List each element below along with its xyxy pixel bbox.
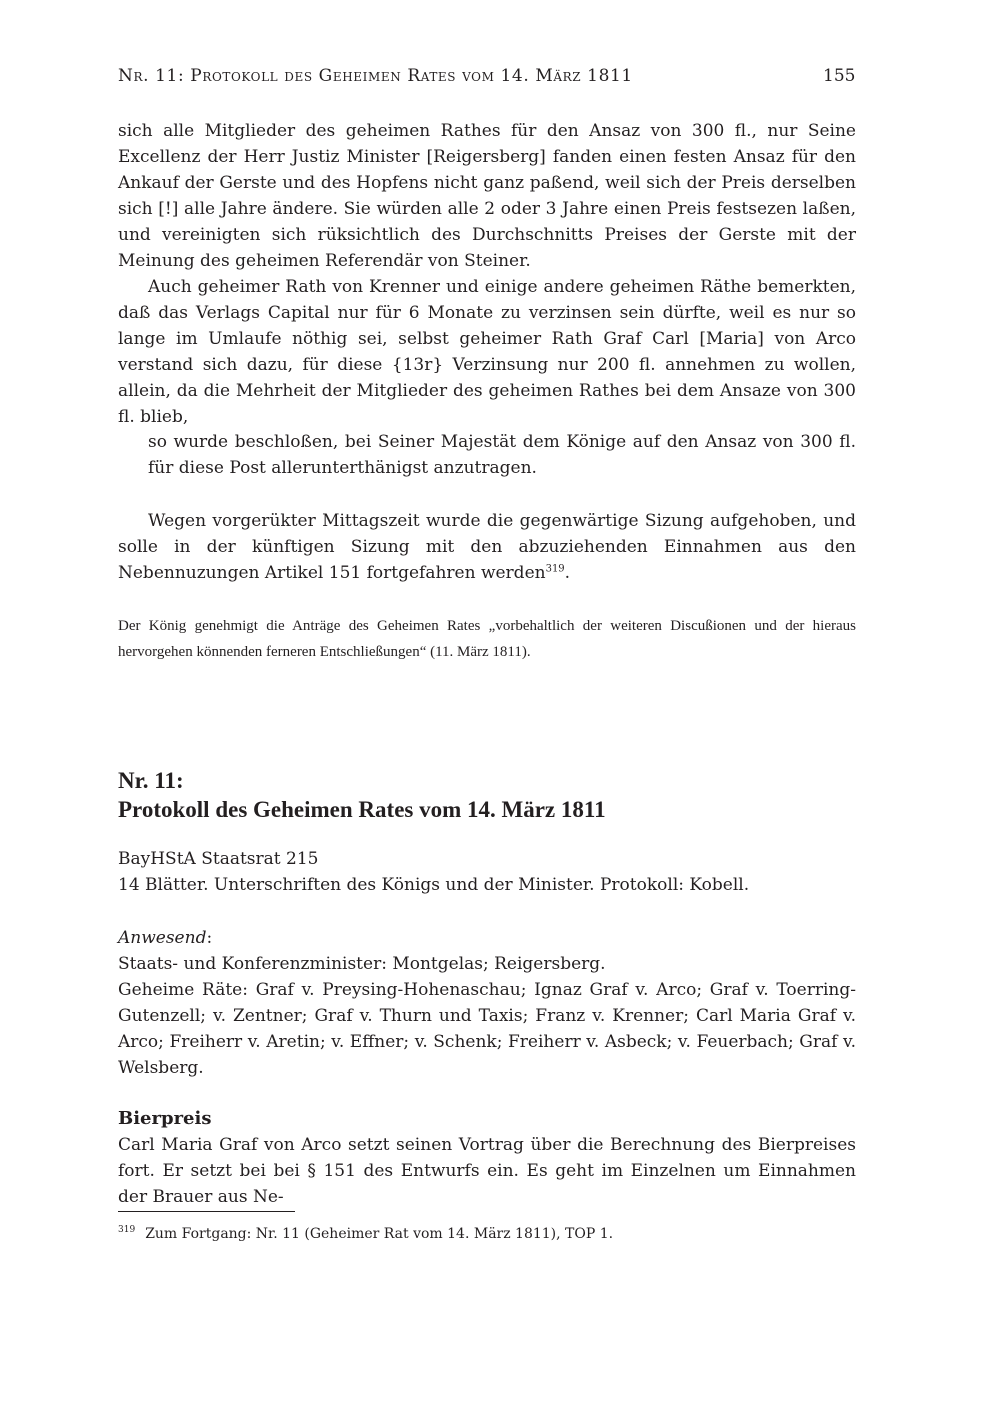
continued-minutes — [118, 118, 856, 430]
adjournment-block — [118, 508, 856, 586]
footnote-divider — [118, 1211, 295, 1212]
councillors-line: Geheime Räte: Graf v. Preysing-Hohenaschau; Ignaz Graf v. Arco; Graf v. Toerring-Gutenzell; v. Zentner; Graf v. Thurn und Taxis; Franz v. Krenner; Carl Maria Graf v. Arco; Freiherr v. Aretin; v. Effner; v. Schenk; Freiherr v. Asbeck; v. Feuerbach; Graf v. Welsberg. — [118, 980, 856, 1078]
present-colon: : — [206, 928, 213, 948]
document-heading — [118, 766, 856, 824]
archive-description: 14 Blätter. Unterschriften des Königs und der Minister. Protokoll: Kobell. — [118, 875, 750, 895]
footnote-text: Zum Fortgang: Nr. 11 (Geheimer Rat vom 14. März 1811), TOP 1. — [145, 1226, 614, 1242]
paragraph-2: Auch geheimer Rath von Krenner und einige andere geheimen Räthe bemerkten, daß das Verlags Capital nur für 6 Monate zu verzinsen sein dürfte, weil es nur so lange im Umlaufe nöthig sei, selbst geheimer Rath Graf Carl [Maria] von Arco verstand sich dazu, für diese {13r} Verzinsung nur 200 fl. annehmen zu wollen, allein, da die Mehrheit der Mitglieder des geheimen Rathes bei dem Ansaze von 300 fl. blieb, — [118, 277, 856, 427]
archive-info — [118, 846, 856, 898]
running-header: Nr. 11: Protokoll des Geheimen Rates vom 14. März 1811 — [118, 66, 633, 86]
footnote-reference: 319 — [545, 563, 565, 575]
document-number: Nr. 11: — [118, 768, 184, 793]
attendance-block — [118, 925, 856, 1081]
king-approval-text: Der König genehmigt die Anträge des Geheimen Rates „vorbehaltlich der weiteren Discußionen und der hieraus hervorgehen könnenden ferneren Entschließungen“ (11. März 1811). — [118, 618, 856, 660]
topic-text: Carl Maria Graf von Arco setzt seinen Vortrag über die Berechnung des Bierpreises fort. Er setzt bei bei § 151 des Entwurfs ein. Es geht im Einzelnen um Einnahmen der Brauer aus Ne- — [118, 1135, 856, 1207]
present-label-line — [118, 925, 856, 951]
paragraph-3-text: Wegen vorgerükter Mittagszeit wurde die gegenwärtige Sizung aufgehoben, und solle in der künftigen Sizung mit den abzuziehenden Einnahmen aus den Nebennuzungen Artikel 151 fortgefahren werden — [118, 511, 856, 583]
ministers-line: Staats- und Konferenzminister: Montgelas; Reigersberg. — [118, 954, 606, 974]
paragraph-3 — [118, 508, 856, 586]
present-label: Anwesend — [118, 928, 207, 948]
archive-reference: BayHStA Staatsrat 215 — [118, 849, 319, 869]
page-number: 155 — [823, 66, 856, 86]
king-approval-note — [118, 613, 856, 665]
topic-section — [118, 1106, 856, 1210]
footnote-number: 319 — [118, 1225, 136, 1236]
resolution-block — [148, 429, 856, 481]
document-title: Protokoll des Geheimen Rates vom 14. März 1811 — [118, 797, 606, 822]
topic-heading: Bierpreis — [118, 1108, 212, 1129]
paragraph-1: sich alle Mitglieder des geheimen Rathes für den Ansaz von 300 fl., nur Seine Excellenz der Herr Justiz Minister [Reigersberg] fanden einen festen Ansaz für den Ankauf der Gerste und des Hopfens nicht ganz paßend, weil sich der Preis derselben sich [!] alle Jahre ändere. Sie würden alle 2 oder 3 Jahre einen Preis festsezen laßen, und vereinigten sich rüksichtlich des Durchschnitts Preises der Gerste mit der Meinung des geheimen Referendär von Steiner. — [118, 121, 856, 271]
resolution-text: so wurde beschloßen, bei Seiner Majestät dem Könige auf den Ansaz von 300 fl. für diese Post allerunterthänigst anzutragen. — [148, 432, 856, 478]
footnote — [118, 1223, 856, 1245]
paragraph-3-end: . — [564, 563, 571, 583]
